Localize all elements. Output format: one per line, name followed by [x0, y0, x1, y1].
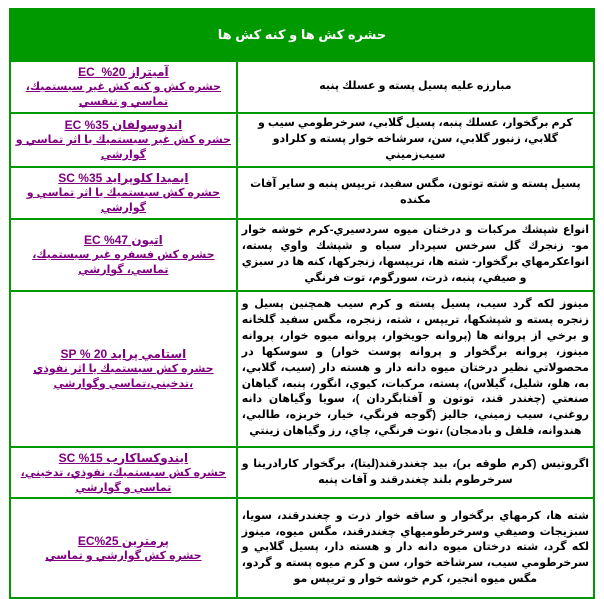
product-type[interactable]: حشره كش سيستميك، نفوذي، تدخيني، تماسي و گوارشي	[20, 466, 227, 494]
product-name[interactable]: ايندوكساكارب 15% SC	[58, 450, 189, 465]
product-name[interactable]: آميتراز 20%_EC	[78, 65, 169, 79]
product-type[interactable]: حشره كش غير سيستميك يا اثر تماسي و گوارشي	[15, 134, 231, 161]
table-row	[10, 167, 594, 219]
product-type[interactable]: حشره كش سيستميك يا اثر نفوذي ،تدخيني،تماسي وگوارشي	[33, 362, 214, 390]
table-header-cell	[10, 9, 594, 61]
product-name[interactable]: اتيون 47% EC	[84, 232, 163, 247]
product-cell	[10, 113, 237, 167]
product-cell	[10, 61, 237, 113]
product-type[interactable]: حشره كش سيستميك يا اثر تماسي و گوارشي	[26, 186, 221, 214]
product-cell	[10, 447, 237, 499]
product-name[interactable]: استامي پرايد 20 % SP	[60, 346, 187, 361]
pest-targets-cell	[237, 113, 594, 167]
pest-targets-text: انواع شپشك مركبات و درختان ميوه سردسيري-كرم خوشه خوار مو- زنجرك گل سرخس سپردار سياه و شپشك واوي پسته، انواعكرمهاي برگخوار- شته ها، تريپسها، زنجركها، كنه ها در سبزي و صيفي، پنبه، ذرت، سورگوم، توت فرنگي	[241, 223, 589, 284]
product-cell	[10, 291, 237, 447]
pest-targets-cell	[237, 498, 594, 598]
pest-targets-text: شته ها، كرمهاي برگخوار و ساقه خوار ذرت و چغندرقند، سويا، سبزيجات وصيفي وسرخرطوميهاي چغندرقند، مگس ميوه، مينوز لكه گرد، شته درختان ميوه دانه دار و هسته دار، پسيل گلابي و سرخرطومي سيب، سرشاخه خوار، سن و كرم ميوه پسته و گردو، مگس ميوه انجير، كرم خوشه خوار و تريپس مو	[241, 509, 589, 586]
table-row	[10, 291, 594, 447]
pest-targets-cell	[237, 219, 594, 291]
table-row	[10, 498, 594, 598]
pest-targets-cell	[237, 167, 594, 219]
pest-targets-cell	[237, 61, 594, 113]
product-cell	[10, 498, 237, 598]
product-name[interactable]: اندوسولفان 35% EC	[64, 117, 183, 132]
table-row	[10, 61, 594, 113]
product-type[interactable]: حشره كش فسفره غير سيستميك، تماسي، گوارشي	[32, 248, 215, 276]
pest-targets-cell	[237, 291, 594, 447]
product-type[interactable]: حشره كش و كنه كش غير سيستميك، تماسي و تنفسي	[25, 81, 221, 109]
pest-targets-text: مبارزه عليه پسيل پسته و عسلك پنبه	[319, 79, 512, 92]
product-cell	[10, 167, 237, 219]
pest-targets-cell	[237, 447, 594, 499]
product-name[interactable]: ايميدا كلوپرايد 35% SC	[58, 170, 189, 185]
pest-targets-text: مينوز لكه گرد سيب، پسيل پسته و كرم سيب همچنين پسيل و زنجره پسته و شپشكها، تريپس ، شته، زنجره، مگس سفيد گلخانه و برخي از پروانه ها (پروانه جويخوار، پروانه ميوه خوار، پروانه مينوز، پروانه برگخوار و پروانه پوست خوار) و سوسكها در محصولاتي نظير درختان ميوه دانه دار و هسته دار (سيب، گلابي، به، هلو، شليل، گيلاس)، پسته، مركبات، كيوي، انگور، پنبه، گياهان صنعتي (چغندر قند، توتون و آفتابگردان )، سويا وگياهان دانه روغني، سيب زميني، جاليز (گوجه فرنگي، خيار، خربزه، طالبي، هندوانه، فلفل و بادمجان) ،توت فرنگي، چاي، رز وگياهان زينتي	[241, 297, 589, 438]
product-cell	[10, 219, 237, 291]
pest-targets-text: اگروتيس (كرم طوقه بر)، بيد چغندرقند(ليتا)، برگخوار كارادرينا و سرخرطوم بلند چغندرقند و آفات پنبه	[241, 457, 589, 486]
page-title: حشره كش ها و كنه كش ها	[217, 27, 387, 42]
pest-targets-text: كرم برگخوار، عسلك پنبه، پسيل گلابي، سرخرطومي سيب و گلابي، زنبور گلابي، سن، سرشاخه خوار پسته و كلرادو سيب‌زميني	[257, 116, 573, 161]
pesticide-table	[9, 8, 595, 599]
table-row	[10, 447, 594, 499]
table-row	[10, 219, 594, 291]
table-header-row	[10, 9, 594, 61]
product-name[interactable]: پرمترين 25%EC	[77, 533, 169, 548]
product-type[interactable]: حشره كش گوارشي و تماسي	[45, 550, 202, 563]
table-body	[10, 9, 594, 598]
pest-targets-text: پسيل پسته و شته توتون، مگس سفيد، تريپس پنبه و ساير آفات مكنده	[250, 177, 581, 206]
table-row	[10, 113, 594, 167]
